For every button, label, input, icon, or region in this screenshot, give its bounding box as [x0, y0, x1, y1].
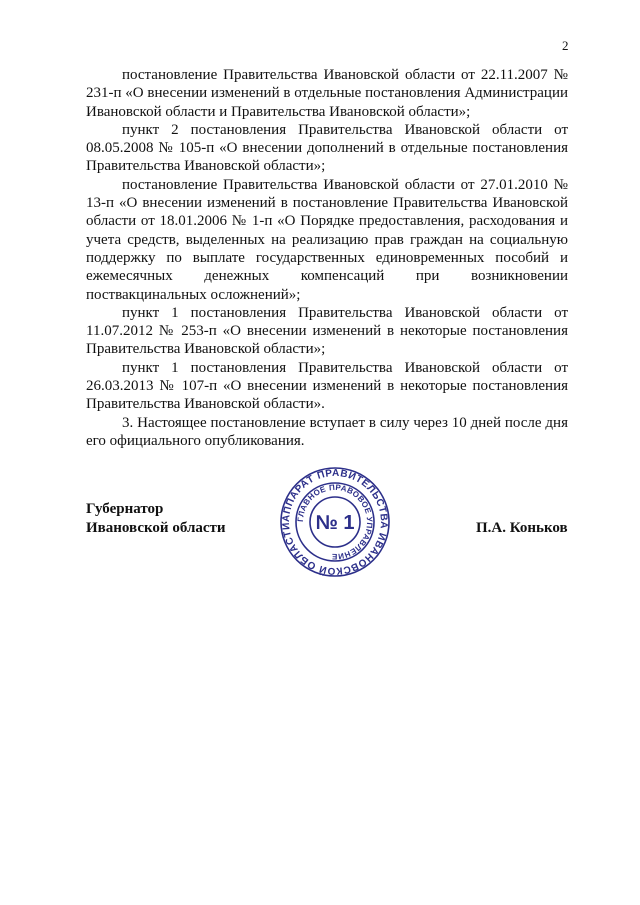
paragraph-3: постановление Правительства Ивановской области от 27.01.2010 № 13-п «О внесении изменений в постановление Правительства Ивановской области от 18.01.2006 № 1-п «О Порядке предоставления, расходования и учета средств, выделенных на реализацию прав граждан на социальную поддержку по выплате государственных единовременных пособий и ежемесячных денежных компенсаций при возникновении поствакцинальных осложнений»; — [86, 176, 568, 303]
signatory-title — [86, 500, 226, 538]
signatory-name: П.А. Коньков — [476, 520, 568, 536]
seal-inner-text: ГЛАВНОЕ ПРАВОВОЕ УПРАВЛЕНИЕ — [295, 482, 375, 562]
paragraph-2: пункт 2 постановления Правительства Ивановской области от 08.05.2008 № 105-п «О внесении дополнений в отдельные постановления Правительства Ивановской области»; — [86, 121, 568, 175]
seal-outer-text: АППАРАТ ПРАВИТЕЛЬСТВА ИВАНОВСКОЙ ОБЛАСТИ — [280, 467, 390, 577]
paragraph-4: пункт 1 постановления Правительства Ивановской области от 11.07.2012 № 253-п «О внесении изменений в некоторые постановления Правительства Ивановской области»; — [86, 304, 568, 358]
signatory-position: Губернатор — [86, 501, 164, 517]
seal-graphic — [279, 466, 391, 578]
signatory-region: Ивановской области — [86, 520, 226, 536]
page-number: 2 — [562, 38, 569, 53]
official-seal — [279, 466, 391, 578]
paragraph-5: пункт 1 постановления Правительства Ивановской области от 26.03.2013 № 107-п «О внесении изменений в некоторые постановления Правительства Ивановской области». — [86, 359, 568, 413]
paragraph-6: 3. Настоящее постановление вступает в силу через 10 дней после дня его официального опубликования. — [86, 414, 568, 449]
seal-number: № 1 — [315, 512, 355, 534]
paragraph-1: постановление Правительства Ивановской области от 22.11.2007 № 231-п «О внесении изменений в отдельные постановления Администрации Ивановской области и Правительства Ивановской области»; — [86, 67, 568, 120]
document-body — [86, 66, 568, 450]
